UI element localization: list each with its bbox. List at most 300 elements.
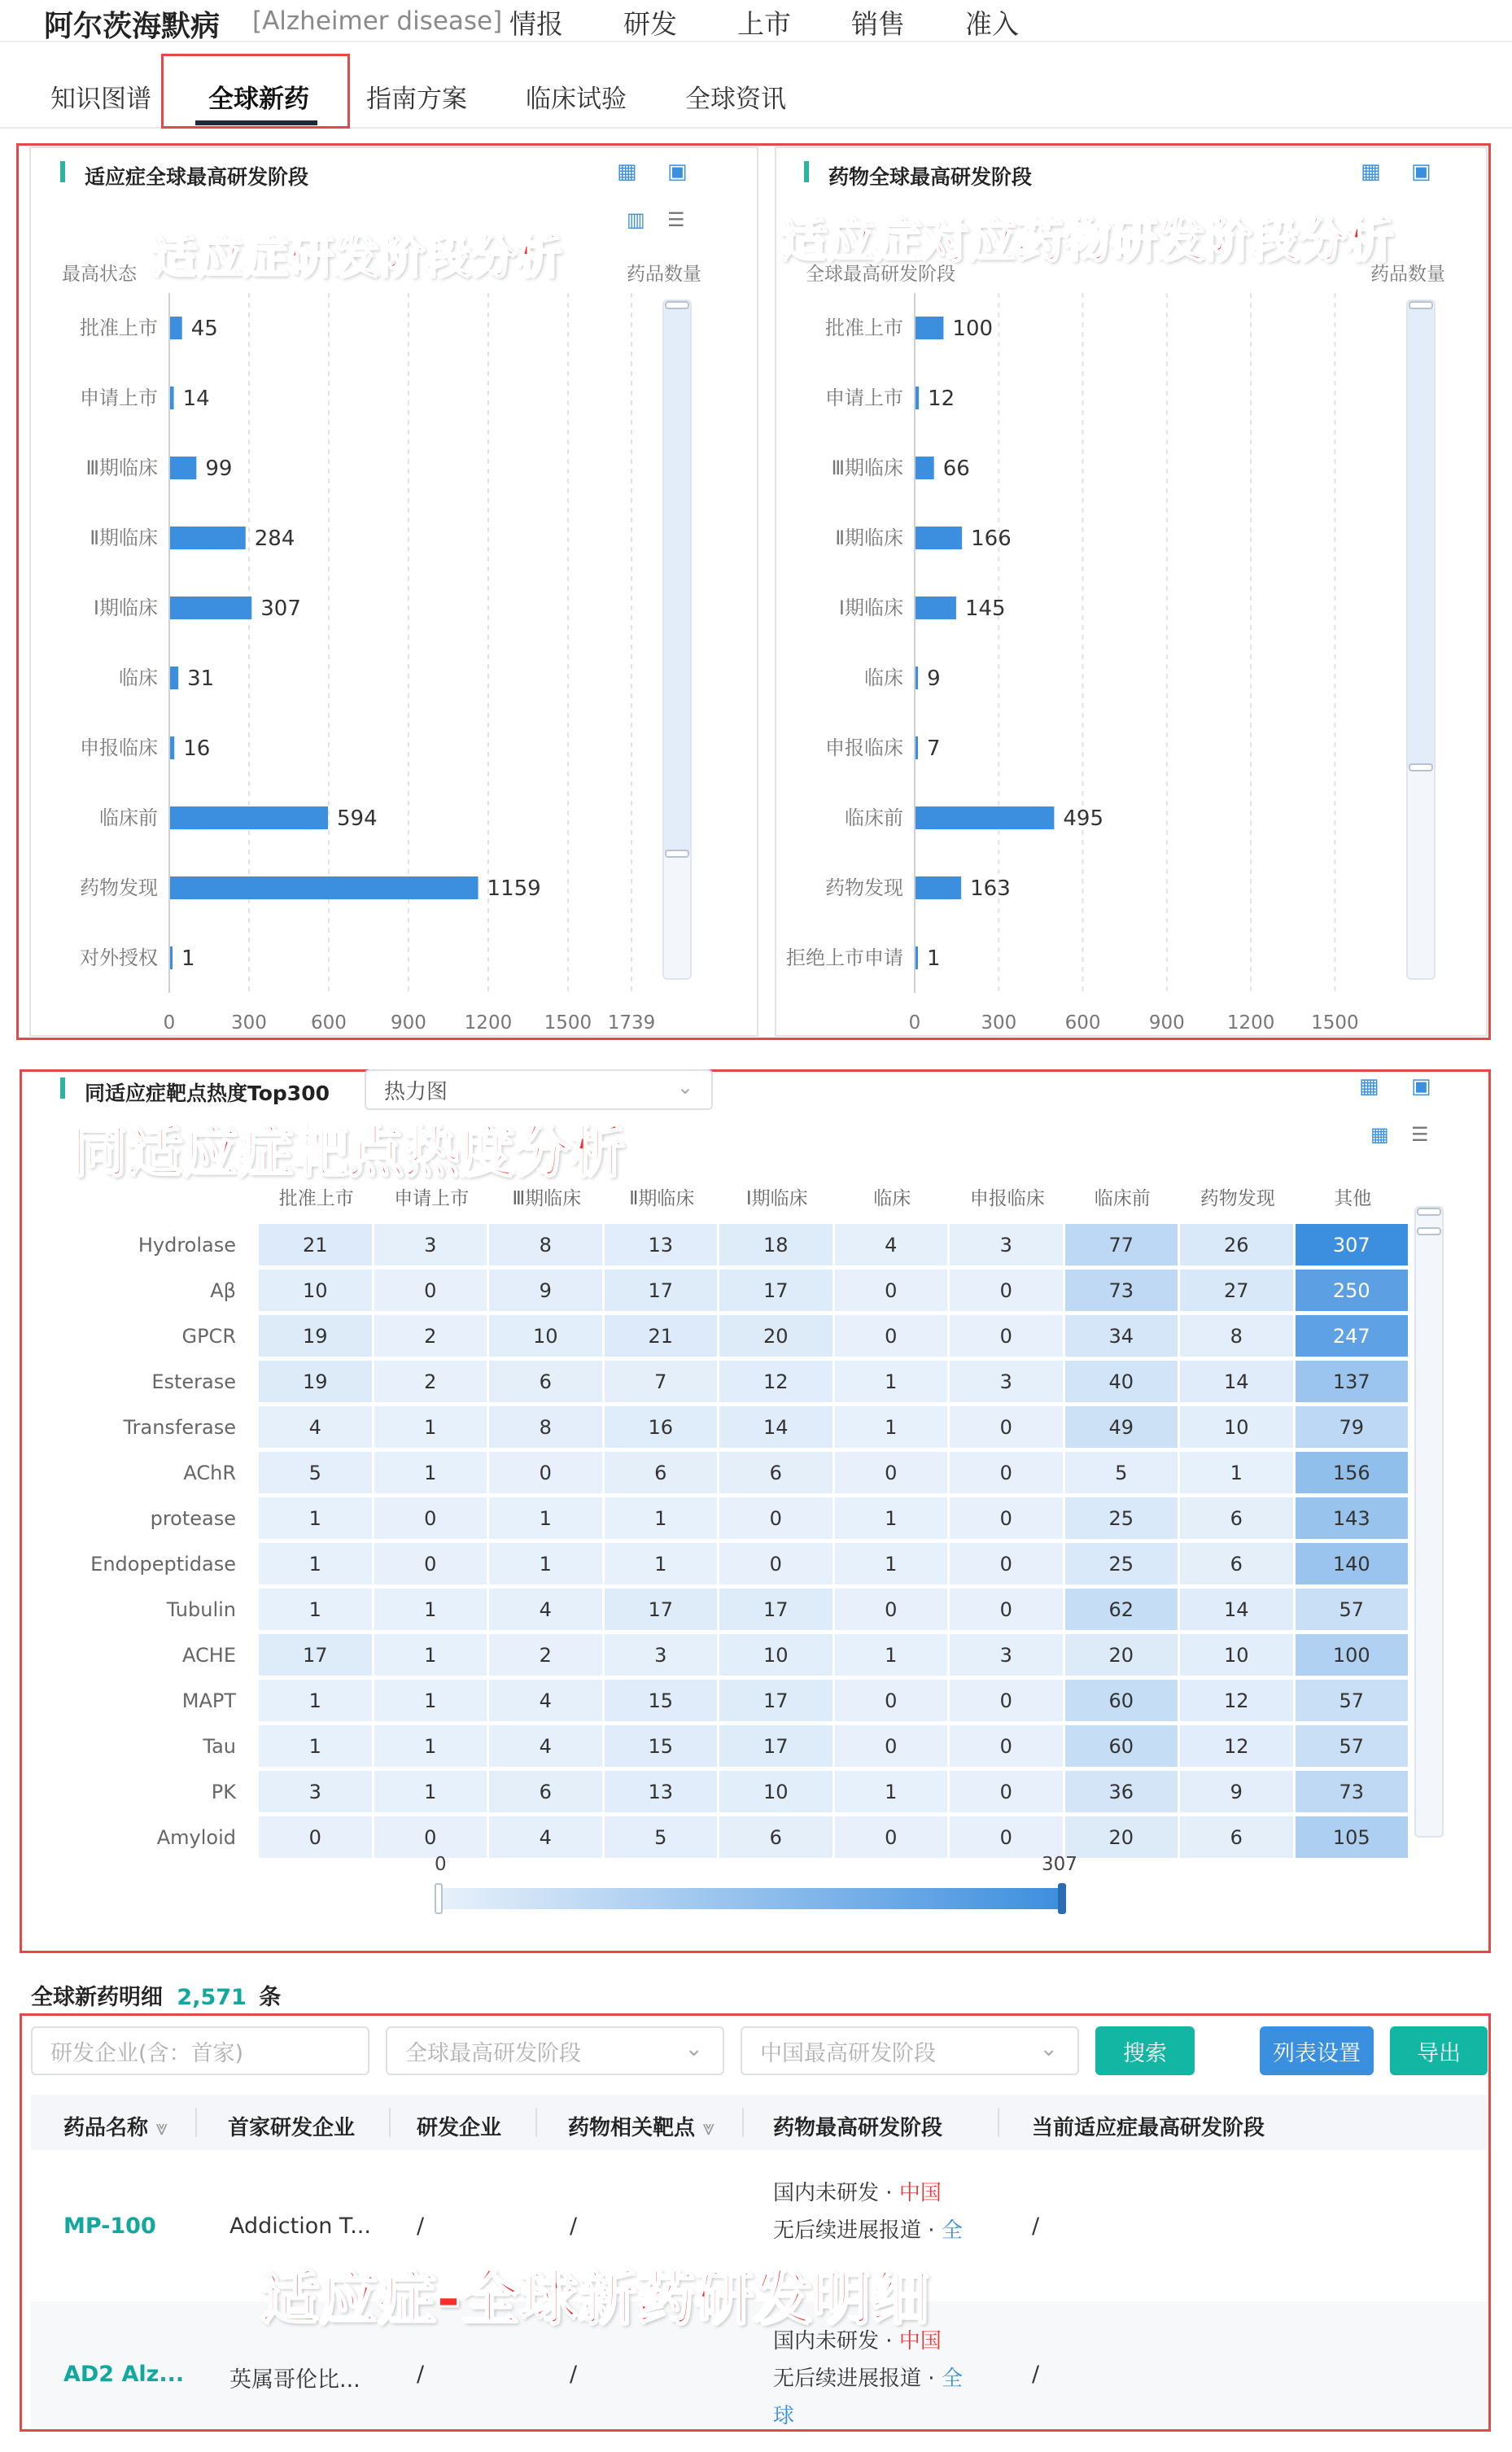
heatmap-cell[interactable]: 105	[1296, 1816, 1409, 1858]
title-accent	[60, 161, 65, 182]
heatmap-cell[interactable]: 1	[374, 1406, 487, 1448]
y-category-label: 临床	[119, 667, 158, 689]
bar[interactable]	[170, 667, 178, 689]
heatmap-cell[interactable]: 137	[1296, 1361, 1409, 1402]
col-divider	[998, 2108, 999, 2137]
nav-item-sales[interactable]: 销售	[851, 8, 905, 40]
heatmap-cell[interactable]: 1	[605, 1497, 718, 1539]
export-button[interactable]: 导出	[1390, 2026, 1488, 2075]
heatmap-cell[interactable]: 0	[950, 1771, 1063, 1812]
heatmap-cell[interactable]: 1	[374, 1634, 487, 1676]
company-cell: /	[417, 2362, 425, 2387]
heatmap-cell[interactable]: 20	[1065, 1634, 1178, 1676]
heatmap-cell[interactable]: 6	[1180, 1816, 1293, 1858]
excel-export-icon[interactable]: ▦	[1359, 1074, 1379, 1099]
heatmap-cell[interactable]: 2	[489, 1634, 602, 1676]
bar[interactable]	[916, 527, 962, 549]
stage-text: 国内未研发	[773, 2181, 880, 2205]
chart1-annotation: 适应症研发阶段分析	[151, 231, 562, 284]
chart1-xlabel: 药品数量	[627, 264, 701, 285]
y-category-label: 批准上市	[825, 317, 903, 339]
heatmap-cell[interactable]: 0	[835, 1589, 948, 1630]
heatmap-cell[interactable]: 79	[1296, 1406, 1409, 1448]
column-settings-button[interactable]: 列表设置	[1260, 2026, 1374, 2075]
heatmap-cell[interactable]: 0	[374, 1270, 487, 1311]
scale-min-label: 0	[435, 1854, 447, 1875]
drug-stage-line1: 国内未研发 · 中国	[773, 2329, 942, 2354]
bar[interactable]	[170, 597, 251, 619]
col-divider	[389, 2108, 391, 2137]
tab-knowledge-graph[interactable]: 知识图谱	[50, 85, 151, 114]
heatmap-cell[interactable]: 12	[719, 1361, 832, 1402]
bar-value-label: 1	[181, 946, 195, 971]
heatmap-cell[interactable]: 17	[605, 1589, 718, 1630]
heatmap-cell[interactable]: 0	[950, 1589, 1063, 1630]
heatmap-cell[interactable]: 0	[950, 1315, 1063, 1357]
x-tick-label: 300	[231, 1012, 267, 1034]
heatmap-cell[interactable]: 20	[1065, 1816, 1178, 1858]
heatmap-cell[interactable]: 156	[1296, 1452, 1409, 1493]
col-drug-stage[interactable]: 药物最高研发阶段	[773, 2116, 943, 2140]
heatmap-cell[interactable]: 12	[1180, 1680, 1293, 1721]
heatmap-cell[interactable]: 4	[489, 1725, 602, 1767]
heatmap-column-label: Ⅰ期临床	[745, 1188, 808, 1209]
heatmap-column-label: 批准上市	[278, 1188, 354, 1209]
heatmap-cell[interactable]: 4	[259, 1406, 372, 1448]
heatmap-cell[interactable]: 26	[1180, 1224, 1293, 1265]
nav-item-market[interactable]: 上市	[737, 8, 791, 40]
chart1-ylabel: 最高状态	[62, 264, 137, 285]
bar[interactable]	[916, 736, 918, 759]
heatmap-cell[interactable]: 0	[950, 1497, 1063, 1539]
chart1-zoom-slider[interactable]	[662, 299, 692, 980]
disease-title: 阿尔茨海默病	[44, 10, 221, 43]
stage-region: 全	[941, 2367, 963, 2391]
heatmap-cell[interactable]: 57	[1296, 1680, 1409, 1721]
heatmap-cell[interactable]: 250	[1296, 1270, 1409, 1311]
stage-text: 国内未研发	[773, 2329, 880, 2354]
x-tick-label: 0	[163, 1012, 176, 1034]
bar-value-label: 145	[964, 597, 1006, 621]
heatmap-cell[interactable]: 21	[259, 1224, 372, 1265]
excel-export-icon[interactable]: ▦	[1361, 160, 1381, 184]
heatmap-cell[interactable]: 1	[489, 1497, 602, 1539]
heatmap-cell[interactable]: 1	[1180, 1452, 1293, 1493]
heatmap-cell[interactable]: 307	[1296, 1224, 1409, 1265]
nav-item-intel[interactable]: 情报	[509, 8, 563, 40]
heatmap-cell[interactable]: 5	[259, 1452, 372, 1493]
heatmap-cell[interactable]: 100	[1296, 1634, 1409, 1676]
stage-region: 中国	[898, 2329, 942, 2354]
drug-list-heading-text: 全球新药明细	[31, 1985, 163, 2010]
heatmap-cell[interactable]: 10	[489, 1315, 602, 1357]
filter-icon[interactable]: ⩔	[155, 2116, 168, 2140]
bar[interactable]	[170, 317, 182, 339]
heatmap-cell[interactable]: 1	[259, 1543, 372, 1584]
bar-value-label: 307	[260, 597, 301, 621]
heatmap-cell[interactable]: 17	[719, 1270, 832, 1311]
table-annotation: 适应症-全球新药研发明细	[260, 2264, 929, 2332]
x-tick-label: 600	[1064, 1012, 1101, 1034]
heatmap-cell[interactable]: 1	[835, 1497, 948, 1539]
heatmap-cell[interactable]: 62	[1065, 1589, 1178, 1630]
heatmap-cell[interactable]: 17	[605, 1270, 718, 1311]
col-drug-name[interactable]	[63, 2111, 168, 2141]
bar[interactable]	[170, 736, 174, 759]
heatmap-cell[interactable]: 4	[489, 1589, 602, 1630]
heatmap-cell[interactable]: 0	[835, 1680, 948, 1721]
heatmap-cell[interactable]: 10	[719, 1634, 832, 1676]
tab-global-news[interactable]: 全球资讯	[685, 85, 786, 114]
heatmap-cell[interactable]: 2	[374, 1361, 487, 1402]
heatmap-cell[interactable]: 60	[1065, 1725, 1178, 1767]
y-category-label: 申请上市	[80, 387, 158, 409]
heatmap-cell[interactable]: 0	[719, 1497, 832, 1539]
image-export-icon[interactable]: ▣	[667, 160, 688, 184]
heatmap-cell[interactable]: 3	[605, 1634, 718, 1676]
heatmap-cell[interactable]: 57	[1296, 1725, 1409, 1767]
filter-icon[interactable]: ⩔	[702, 2116, 714, 2140]
bar[interactable]	[170, 527, 246, 549]
heatmap-cell[interactable]: 3	[950, 1361, 1063, 1402]
chart2-zoom-handle-bottom[interactable]	[1409, 763, 1433, 771]
indication-stage-title: 适应症全球最高研发阶段	[85, 165, 309, 189]
heatmap-cell[interactable]: 4	[489, 1680, 602, 1721]
heatmap-cell[interactable]: 0	[719, 1543, 832, 1584]
heatmap-cell[interactable]: 10	[1180, 1634, 1293, 1676]
heatmap-cell[interactable]: 0	[950, 1816, 1063, 1858]
col-company[interactable]: 研发企业	[417, 2116, 502, 2140]
heatmap-cell[interactable]: 12	[1180, 1725, 1293, 1767]
heatmap-cell[interactable]: 9	[1180, 1771, 1293, 1812]
nav-item-rd[interactable]: 研发	[623, 8, 677, 40]
scale-handle-min[interactable]	[435, 1883, 443, 1914]
bar[interactable]	[170, 387, 174, 409]
y-category-label: Ⅰ期临床	[93, 597, 158, 619]
bar[interactable]	[916, 317, 943, 339]
heatmap-column-label: 其他	[1334, 1188, 1372, 1209]
bar-value-label: 12	[928, 387, 955, 411]
y-category-label: 对外授权	[80, 946, 158, 969]
col-divider	[535, 2108, 537, 2137]
bar[interactable]	[916, 597, 956, 619]
chart-type-select[interactable]	[365, 1069, 713, 1110]
heatmap-cell[interactable]: 6	[489, 1361, 602, 1402]
heatmap-column-label: 申请上市	[394, 1188, 470, 1209]
y-category-label: 临床	[864, 667, 903, 689]
heatmap-cell[interactable]: 77	[1065, 1224, 1178, 1265]
heatmap-cell[interactable]: 0	[950, 1543, 1063, 1584]
heatmap-cell[interactable]: 17	[259, 1634, 372, 1676]
data-view-icon[interactable]: ☰	[667, 208, 685, 231]
heatmap-cell[interactable]: 3	[374, 1224, 487, 1265]
x-tick-label: 0	[908, 1012, 921, 1034]
heatmap-cell[interactable]: 0	[950, 1680, 1063, 1721]
heatmap-cell[interactable]: 0	[835, 1816, 948, 1858]
heatmap-cell[interactable]: 21	[605, 1315, 718, 1357]
heatmap-cell[interactable]: 6	[719, 1816, 832, 1858]
company-cell: /	[417, 2214, 425, 2239]
heatmap-cell[interactable]: 4	[489, 1816, 602, 1858]
heatmap-cell[interactable]: 49	[1065, 1406, 1178, 1448]
heatmap-scroll-handle-bottom[interactable]	[1417, 1227, 1441, 1235]
heatmap-cell[interactable]: 73	[1065, 1270, 1178, 1311]
heatmap-row-label: Hydrolase	[138, 1234, 236, 1257]
title-accent	[60, 1077, 65, 1099]
heatmap-cell[interactable]: 60	[1065, 1680, 1178, 1721]
bar-value-label: 45	[190, 317, 218, 341]
y-category-label: 药物发现	[80, 876, 158, 899]
col-divider	[742, 2108, 744, 2137]
y-category-label: 拒绝上市申请	[786, 946, 903, 969]
heatmap-cell[interactable]: 15	[605, 1725, 718, 1767]
heatmap-cell[interactable]: 57	[1296, 1589, 1409, 1630]
heatmap-cell[interactable]: 0	[835, 1452, 948, 1493]
bar-value-label: 100	[952, 317, 994, 341]
heatmap-row-label: Tau	[203, 1735, 236, 1758]
drug-name-link[interactable]: MP-100	[63, 2214, 156, 2239]
china-stage-select[interactable]	[741, 2026, 1079, 2075]
bar-value-label: 7	[927, 736, 941, 761]
bar-value-label: 594	[337, 806, 378, 831]
x-tick-label: 1500	[544, 1012, 592, 1034]
heatmap-cell[interactable]: 20	[719, 1315, 832, 1357]
y-category-label: Ⅰ期临床	[838, 597, 903, 619]
col-target[interactable]	[568, 2111, 714, 2141]
tab-global-new-drugs[interactable]: 全球新药	[208, 85, 309, 114]
heatmap-cell[interactable]: 27	[1180, 1270, 1293, 1311]
heatmap-cell[interactable]: 6	[1180, 1497, 1293, 1539]
chart2-xlabel: 药品数量	[1370, 264, 1445, 285]
target-cell: /	[570, 2214, 578, 2239]
disease-subtitle: [Alzheimer disease]	[252, 7, 503, 36]
heatmap-cell[interactable]: 140	[1296, 1543, 1409, 1584]
heatmap-cell[interactable]: 6	[719, 1452, 832, 1493]
heatmap-cell[interactable]: 1	[374, 1680, 487, 1721]
heatmap-cell[interactable]: 6	[489, 1771, 602, 1812]
image-export-icon[interactable]: ▣	[1411, 160, 1431, 184]
heatmap-cell[interactable]: 8	[489, 1406, 602, 1448]
heatmap-cell[interactable]: 9	[489, 1270, 602, 1311]
heatmap-cell[interactable]: 10	[1180, 1406, 1293, 1448]
heatmap-scrollbar[interactable]	[1414, 1206, 1444, 1838]
bar-value-label: 9	[927, 667, 941, 691]
heatmap-column-label: 临床前	[1094, 1188, 1151, 1209]
heatmap-cell[interactable]: 1	[259, 1497, 372, 1539]
heatmap-cell[interactable]: 0	[835, 1725, 948, 1767]
heatmap-cell[interactable]: 0	[835, 1270, 948, 1311]
col-indication-stage[interactable]: 当前适应症最高研发阶段	[1032, 2116, 1265, 2140]
x-tick-label: 900	[391, 1012, 426, 1034]
heatmap-cell[interactable]: 1	[835, 1406, 948, 1448]
heatmap-row-label: PK	[211, 1781, 236, 1803]
heatmap-cell[interactable]: 10	[719, 1771, 832, 1812]
data-view-icon[interactable]: ☰	[1411, 1123, 1429, 1146]
heatmap-cell[interactable]: 0	[835, 1315, 948, 1357]
heatmap-cell[interactable]: 40	[1065, 1361, 1178, 1402]
drug-count: 2,571	[177, 1985, 247, 2010]
y-category-label: 申报临床	[80, 736, 158, 759]
heatmap-cell[interactable]: 0	[374, 1543, 487, 1584]
bar-value-label: 1	[927, 946, 941, 971]
heatmap-cell[interactable]: 0	[489, 1452, 602, 1493]
heatmap-cell[interactable]: 5	[1065, 1452, 1178, 1493]
chart1-zoom-handle-bottom[interactable]	[665, 850, 689, 858]
heatmap-cell[interactable]: 17	[719, 1680, 832, 1721]
heatmap-cell[interactable]: 14	[1180, 1589, 1293, 1630]
tab-clinical-trials[interactable]: 临床试验	[526, 85, 627, 114]
scale-handle-max[interactable]	[1058, 1883, 1066, 1914]
heatmap-cell[interactable]: 13	[605, 1771, 718, 1812]
first-company-cell: 英属哥伦比...	[229, 2367, 361, 2393]
bar[interactable]	[170, 806, 328, 829]
heatmap-column-label: 申报临床	[969, 1188, 1045, 1209]
first-company-cell: Addiction T...	[229, 2214, 371, 2239]
bar[interactable]	[916, 946, 918, 969]
bar-chart-icon[interactable]: ▥	[627, 208, 645, 231]
x-tick-label: 1200	[1226, 1012, 1275, 1034]
heatmap-row-label: AChR	[183, 1462, 236, 1484]
y-category-label: 申报临床	[825, 736, 903, 759]
drug-stage-line2: 无后续进展报道 · 全	[773, 2218, 963, 2243]
heatmap-cell[interactable]: 143	[1296, 1497, 1409, 1539]
heatmap-cell[interactable]: 14	[719, 1406, 832, 1448]
heatmap-row-label: protease	[150, 1507, 236, 1530]
drug-stage-chart	[775, 285, 1377, 1034]
heatmap-row-label: MAPT	[181, 1689, 236, 1712]
heatmap-cell[interactable]: 13	[605, 1224, 718, 1265]
heatmap-cell[interactable]: 1	[374, 1589, 487, 1630]
heatmap-cell[interactable]: 1	[835, 1361, 948, 1402]
global-stage-select[interactable]	[386, 2026, 724, 2075]
heatmap-column-label: Ⅱ期临床	[629, 1188, 695, 1209]
bar[interactable]	[916, 876, 961, 899]
heatmap-cell[interactable]: 25	[1065, 1543, 1178, 1584]
drug-stage-line1: 国内未研发 · 中国	[773, 2181, 942, 2205]
heatmap-cell[interactable]: 10	[259, 1270, 372, 1311]
y-category-label: 临床前	[845, 806, 903, 829]
heatmap-cell[interactable]: 1	[835, 1771, 948, 1812]
heatmap-cell[interactable]: 17	[719, 1589, 832, 1630]
heatmap-cell[interactable]: 14	[1180, 1361, 1293, 1402]
heatmap-cell[interactable]: 0	[950, 1406, 1063, 1448]
bar-value-label: 66	[942, 457, 970, 481]
heatmap-cell[interactable]: 7	[605, 1361, 718, 1402]
company-filter-input[interactable]: 研发企业(含：首家)	[31, 2026, 369, 2075]
bar[interactable]	[170, 946, 173, 969]
heatmap-cell[interactable]: 16	[605, 1406, 718, 1448]
heatmap-cell[interactable]: 1	[835, 1634, 948, 1676]
heatmap-cell[interactable]: 0	[259, 1816, 372, 1858]
chevron-down-icon: ⌄	[684, 2036, 703, 2061]
heatmap-cell[interactable]: 247	[1296, 1315, 1409, 1357]
bar-value-label: 14	[182, 387, 210, 411]
heatmap-cell[interactable]: 6	[605, 1452, 718, 1493]
heatmap-cell[interactable]: 5	[605, 1816, 718, 1858]
tab-guidelines[interactable]: 指南方案	[366, 85, 467, 114]
excel-export-icon[interactable]: ▦	[617, 160, 637, 184]
heatmap-cell[interactable]: 4	[835, 1224, 948, 1265]
bar[interactable]	[916, 667, 918, 689]
bar[interactable]	[170, 457, 196, 479]
heatmap-cell[interactable]: 17	[719, 1725, 832, 1767]
heatmap-cell[interactable]: 1	[605, 1543, 718, 1584]
heatmap-cell[interactable]: 36	[1065, 1771, 1178, 1812]
chart2-ylabel: 全球最高研发阶段	[806, 264, 955, 285]
bar[interactable]	[170, 876, 479, 899]
heatmap-cell[interactable]: 34	[1065, 1315, 1178, 1357]
heatmap-cell[interactable]: 1	[259, 1725, 372, 1767]
heatmap-cell[interactable]: 15	[605, 1680, 718, 1721]
heatmap-cell[interactable]: 1	[374, 1725, 487, 1767]
bar-value-label: 16	[183, 736, 211, 761]
heatmap-cell[interactable]: 3	[950, 1224, 1063, 1265]
stage-region: 中国	[898, 2181, 942, 2205]
chart2-zoom-handle-top[interactable]	[1409, 301, 1433, 309]
heatmap-cell[interactable]: 1	[259, 1589, 372, 1630]
heatmap-cell[interactable]: 1	[259, 1680, 372, 1721]
heatmap-cell[interactable]: 0	[950, 1725, 1063, 1767]
heatmap-cell[interactable]: 19	[259, 1315, 372, 1357]
heatmap-cell[interactable]: 1	[374, 1771, 487, 1812]
heatmap-cell[interactable]: 8	[1180, 1315, 1293, 1357]
bar[interactable]	[916, 457, 934, 479]
heatmap-cell[interactable]: 25	[1065, 1497, 1178, 1539]
heatmap-color-scale[interactable]	[439, 1888, 1064, 1909]
heatmap-cell[interactable]: 8	[489, 1224, 602, 1265]
bar[interactable]	[916, 387, 919, 409]
heatmap-cell[interactable]: 73	[1296, 1771, 1409, 1812]
chevron-down-icon: ⌄	[1039, 2036, 1058, 2061]
heatmap-scroll-handle-top[interactable]	[1417, 1208, 1441, 1216]
y-category-label: Ⅲ期临床	[85, 457, 158, 479]
search-button[interactable]: 搜索	[1095, 2026, 1195, 2075]
heatmap-cell[interactable]: 0	[374, 1497, 487, 1539]
col-first-company[interactable]: 首家研发企业	[228, 2116, 356, 2140]
heatmap-cell[interactable]: 6	[1180, 1543, 1293, 1584]
bar-value-label: 31	[187, 667, 215, 691]
heatmap-cell[interactable]: 0	[374, 1816, 487, 1858]
image-export-icon[interactable]: ▣	[1411, 1074, 1431, 1099]
heatmap-cell[interactable]: 18	[719, 1224, 832, 1265]
chart1-zoom-range	[664, 306, 690, 854]
grid-view-icon[interactable]: ▦	[1370, 1123, 1389, 1146]
heatmap-cell[interactable]: 2	[374, 1315, 487, 1357]
heatmap-cell[interactable]: 1	[374, 1452, 487, 1493]
bar-value-label: 166	[971, 527, 1012, 551]
heatmap-cell[interactable]: 1	[489, 1543, 602, 1584]
chart2-zoom-slider[interactable]	[1406, 299, 1436, 980]
drug-list-heading	[31, 1979, 281, 2011]
drug-name-link[interactable]: AD2 Alz...	[63, 2362, 185, 2387]
chevron-down-icon: ⌄	[676, 1076, 693, 1099]
nav-item-access[interactable]: 准入	[965, 8, 1019, 40]
heatmap-cell[interactable]: 1	[835, 1543, 948, 1584]
heatmap-cell[interactable]: 0	[950, 1270, 1063, 1311]
chart1-zoom-handle-top[interactable]	[665, 301, 689, 309]
stage-text: 无后续进展报道	[773, 2367, 922, 2391]
heatmap-row-label: Aβ	[210, 1279, 236, 1302]
heatmap-column-label: Ⅲ期临床	[512, 1188, 582, 1209]
heatmap-cell[interactable]: 3	[259, 1771, 372, 1812]
y-category-label: 批准上市	[80, 317, 158, 339]
heatmap-cell[interactable]: 3	[950, 1634, 1063, 1676]
chart2-zoom-range	[1408, 306, 1434, 768]
y-category-label: Ⅱ期临床	[90, 527, 158, 549]
bar[interactable]	[916, 806, 1054, 829]
heatmap-cell[interactable]: 0	[950, 1452, 1063, 1493]
heatmap-cell[interactable]: 19	[259, 1361, 372, 1402]
